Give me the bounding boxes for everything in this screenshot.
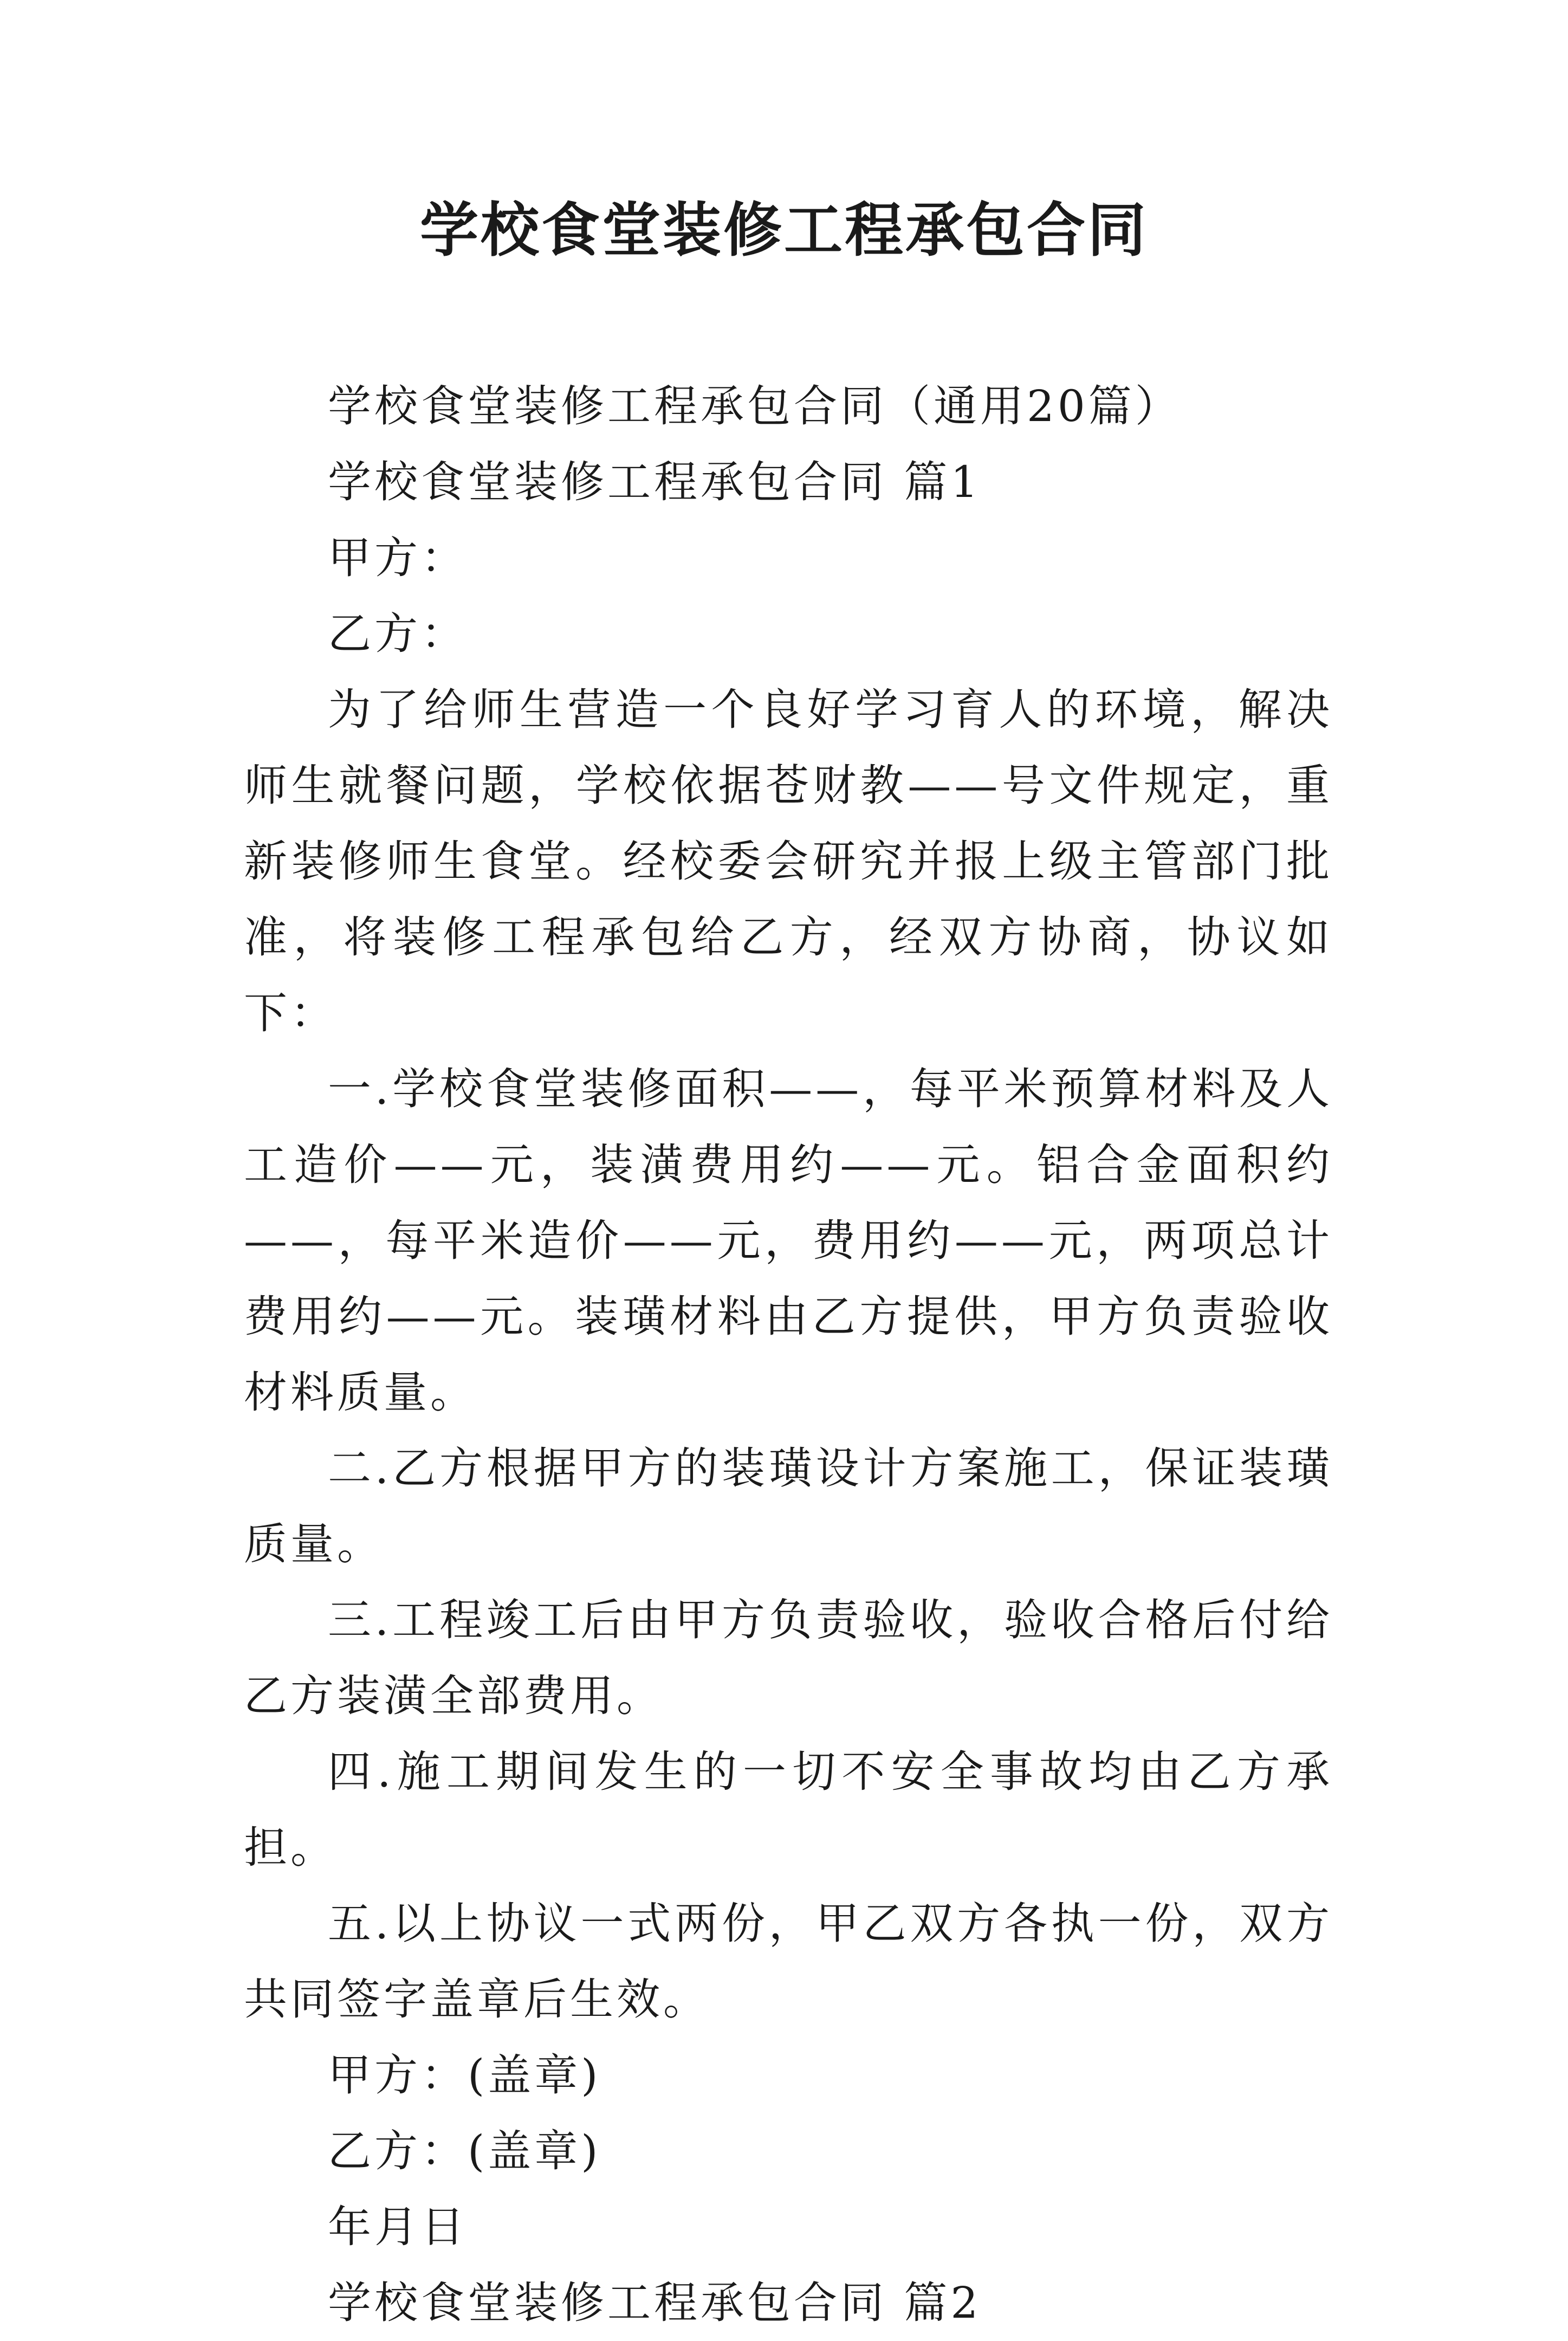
clause-2: 二.乙方根据甲方的装璜设计方案施工，保证装璜质量。 [244, 1443, 1333, 1569]
date-line: 年月日 [328, 2202, 468, 2252]
document-body [244, 368, 1333, 2341]
party-a-line: 甲方： [328, 533, 468, 583]
section-heading: 学校食堂装修工程承包合同 篇1 [328, 457, 982, 507]
party-b-line: 乙方： [328, 609, 468, 659]
party-a-seal-line: 甲方：(盖章) [328, 2050, 601, 2100]
subtitle-line: 学校食堂装修工程承包合同（通用20篇） [328, 381, 1182, 431]
party-b-seal-line: 乙方：(盖章) [328, 2126, 601, 2176]
intro-paragraph: 为了给师生营造一个良好学习育人的环境，解决师生就餐问题，学校依据苍财教——号文件规定，重新装修师生食堂。经校委会研究并报上级主管部门批准，将装修工程承包给乙方，经双方协商，协议如下： [244, 684, 1333, 1038]
clause-3: 三.工程竣工后由甲方负责验收，验收合格后付给乙方装潢全部费用。 [244, 1595, 1333, 1721]
clause-4: 四.施工期间发生的一切不安全事故均由乙方承担。 [244, 1747, 1333, 1873]
clause-1: 一.学校食堂装修面积——，每平米预算材料及人工造价——元，装潢费用约——元。铝合金面积约——，每平米造价——元，费用约——元，两项总计费用约——元。装璜材料由乙方提供，甲方负责验收材料质量。 [244, 1064, 1333, 1418]
section-heading: 学校食堂装修工程承包合同 篇2 [328, 2278, 982, 2328]
document-title: 学校食堂装修工程承包合同 [419, 196, 1148, 264]
clause-5: 五.以上协议一式两份，甲乙双方各执一份，双方共同签字盖章后生效。 [244, 1898, 1333, 2025]
